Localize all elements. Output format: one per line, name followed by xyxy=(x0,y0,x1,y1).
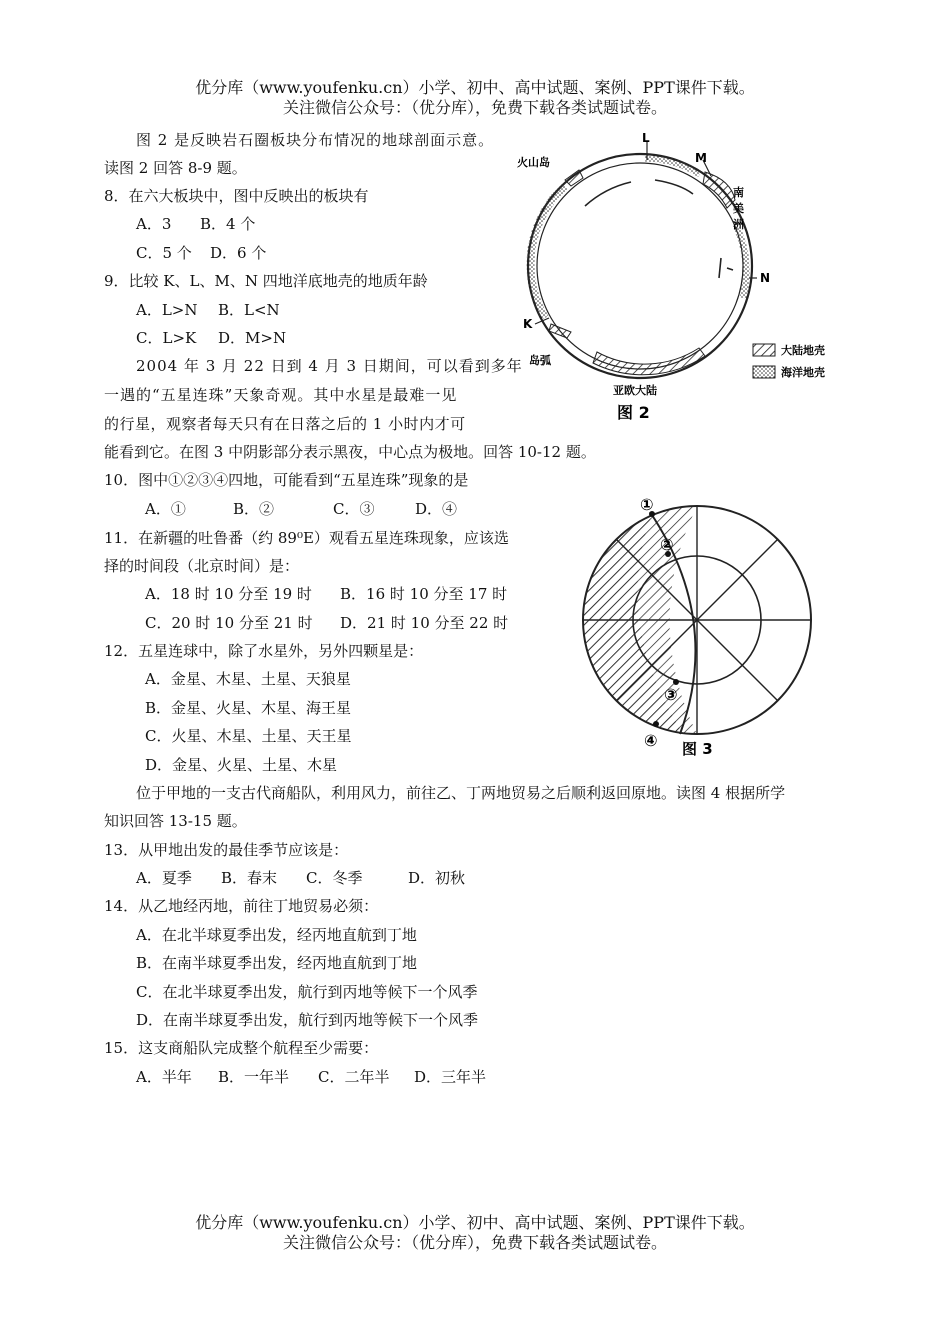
q9-option-c: C．L>K xyxy=(136,329,197,347)
q14-option-c: C．在北半球夏季出发，航行到丙地等候下一个风季 xyxy=(136,983,478,1001)
figure-3-polar-view xyxy=(572,488,832,758)
q8-option-d: D．6 个 xyxy=(210,244,267,262)
fig3-intro-line3: 的行星，观察者每天只有在日落之后的 1 小时内才可 xyxy=(104,415,466,433)
q12-option-c: C．火星、木星、土星、天王星 xyxy=(145,727,352,745)
q10-option-d: D．④ xyxy=(415,500,458,518)
q11-stem-line1: 11．在新疆的吐鲁番（约 89⁰E）观看五星连珠现象，应该选 xyxy=(104,529,509,547)
q8-option-b: B．4 个 xyxy=(200,215,256,233)
q12-option-a: A．金星、木星、土星、天狼星 xyxy=(145,670,351,688)
fig3-intro-line2: 一遇的“五星连珠”天象奇观。其中水星是最难一见 xyxy=(104,386,458,404)
figure-2-cross-section xyxy=(505,128,845,428)
legend-oceanic-swatch xyxy=(753,366,775,378)
q9-option-d: D．M>N xyxy=(218,329,287,347)
fig3-label-1: ① xyxy=(640,495,654,514)
q15-stem: 15．这支商船队完成整个航程至少需要： xyxy=(104,1039,379,1057)
q14-option-a: A．在北半球夏季出发，经丙地直航到丁地 xyxy=(136,926,417,944)
q9-option-a: A．L>N xyxy=(136,301,198,319)
q11-option-a: A．18 时 10 分至 19 时 xyxy=(145,585,312,603)
legend-oceanic-label: 海洋地壳 xyxy=(781,366,825,379)
q14-stem: 14．从乙地经丙地，前往丁地贸易必须： xyxy=(104,897,379,915)
q8-stem: 8．在六大板块中，图中反映出的板块有 xyxy=(104,187,369,205)
fig3-caption: 图 3 xyxy=(682,740,713,758)
fig2-label-K: K xyxy=(523,317,533,331)
q9-stem: 9．比较 K、L、M、N 四地洋底地壳的地质年龄 xyxy=(104,272,428,290)
page-footer-line1: 优分库（www.youfenku.cn）小学、初中、高中试题、案例、PPT课件下载。 xyxy=(195,1213,755,1232)
fig2-label-L: L xyxy=(642,131,650,145)
q10-option-b: B．② xyxy=(233,500,275,518)
q13-option-b: B．春末 xyxy=(221,869,278,887)
q13-stem: 13．从甲地出发的最佳季节应该是： xyxy=(104,841,349,859)
fig2-label-south-america-2: 美 xyxy=(733,202,744,215)
legend-continental-label: 大陆地壳 xyxy=(781,344,825,357)
fig3-label-4: ④ xyxy=(644,731,658,750)
page-footer-line2: 关注微信公众号：（优分库），免费下载各类试题试卷。 xyxy=(282,1233,667,1252)
q8-option-c: C．5 个 xyxy=(136,244,192,262)
q9-option-b: B．L<N xyxy=(218,301,280,319)
q10-option-a: A．① xyxy=(145,500,186,518)
q13-option-a: A．夏季 xyxy=(136,869,192,887)
fig2-label-eurasia: 亚欧大陆 xyxy=(613,384,657,397)
q14-option-d: D．在南半球夏季出发，航行到丙地等候下一个风季 xyxy=(136,1011,479,1029)
page-header-line2: 关注微信公众号：（优分库），免费下载各类试题试卷。 xyxy=(282,98,667,117)
fig4-intro-line2: 知识回答 13-15 题。 xyxy=(104,812,247,830)
fig2-label-island-arc: 岛弧 xyxy=(529,354,551,367)
q15-option-d: D．三年半 xyxy=(414,1068,487,1086)
fig4-intro-line1: 位于甲地的一支古代商船队，利用风力，前往乙、丁两地贸易之后顺利返回原地。读图 4 根据所学 xyxy=(136,784,786,802)
fig2-intro-line2: 读图 2 回答 8-9 题。 xyxy=(104,159,247,177)
legend-continental-swatch xyxy=(753,344,775,356)
fig2-caption: 图 2 xyxy=(617,403,650,422)
q11-stem-line2: 择的时间段（北京时间）是： xyxy=(104,557,300,575)
q12-stem: 12．五星连球中，除了水星外，另外四颗星是： xyxy=(104,642,424,660)
fig3-intro-line1: 2004 年 3 月 22 日到 4 月 3 日期间，可以看到多年 xyxy=(136,357,523,375)
q11-option-d: D．21 时 10 分至 22 时 xyxy=(340,614,509,632)
fig3-label-2: ② xyxy=(660,535,674,554)
q10-option-c: C．③ xyxy=(333,500,375,518)
fig2-label-M: M xyxy=(695,151,707,165)
q15-option-b: B．一年半 xyxy=(218,1068,290,1086)
q11-option-c: C．20 时 10 分至 21 时 xyxy=(145,614,313,632)
fig3-label-3: ③ xyxy=(664,685,678,704)
page-header-line1: 优分库（www.youfenku.cn）小学、初中、高中试题、案例、PPT课件下载。 xyxy=(195,78,755,97)
q13-option-d: D．初秋 xyxy=(408,869,466,887)
q13-option-c: C．冬季 xyxy=(306,869,363,887)
q14-option-b: B．在南半球夏季出发，经丙地直航到丁地 xyxy=(136,954,418,972)
q11-option-b: B．16 时 10 分至 17 时 xyxy=(340,585,508,603)
fig2-intro-line1: 图 2 是反映岩石圈板块分布情况的地球剖面示意。 xyxy=(136,131,495,149)
q10-stem: 10．图中①②③④四地，可能看到“五星连珠”现象的是 xyxy=(104,471,469,489)
q12-option-b: B．金星、火星、木星、海王星 xyxy=(145,699,352,717)
q15-option-c: C．二年半 xyxy=(318,1068,390,1086)
q15-option-a: A．半年 xyxy=(136,1068,192,1086)
q12-option-d: D．金星、火星、土星、木星 xyxy=(145,756,338,774)
fig2-label-volcano-island: 火山岛 xyxy=(517,156,550,169)
fig2-label-N: N xyxy=(760,271,771,285)
fig2-label-south-america-3: 洲 xyxy=(733,218,744,231)
q8-option-a: A．3 xyxy=(136,215,172,233)
fig3-intro-line4: 能看到它。在图 3 中阴影部分表示黑夜，中心点为极地。回答 10-12 题。 xyxy=(104,443,596,461)
fig2-label-south-america-1: 南 xyxy=(733,186,744,199)
fig3-point-4-dot xyxy=(653,721,659,727)
